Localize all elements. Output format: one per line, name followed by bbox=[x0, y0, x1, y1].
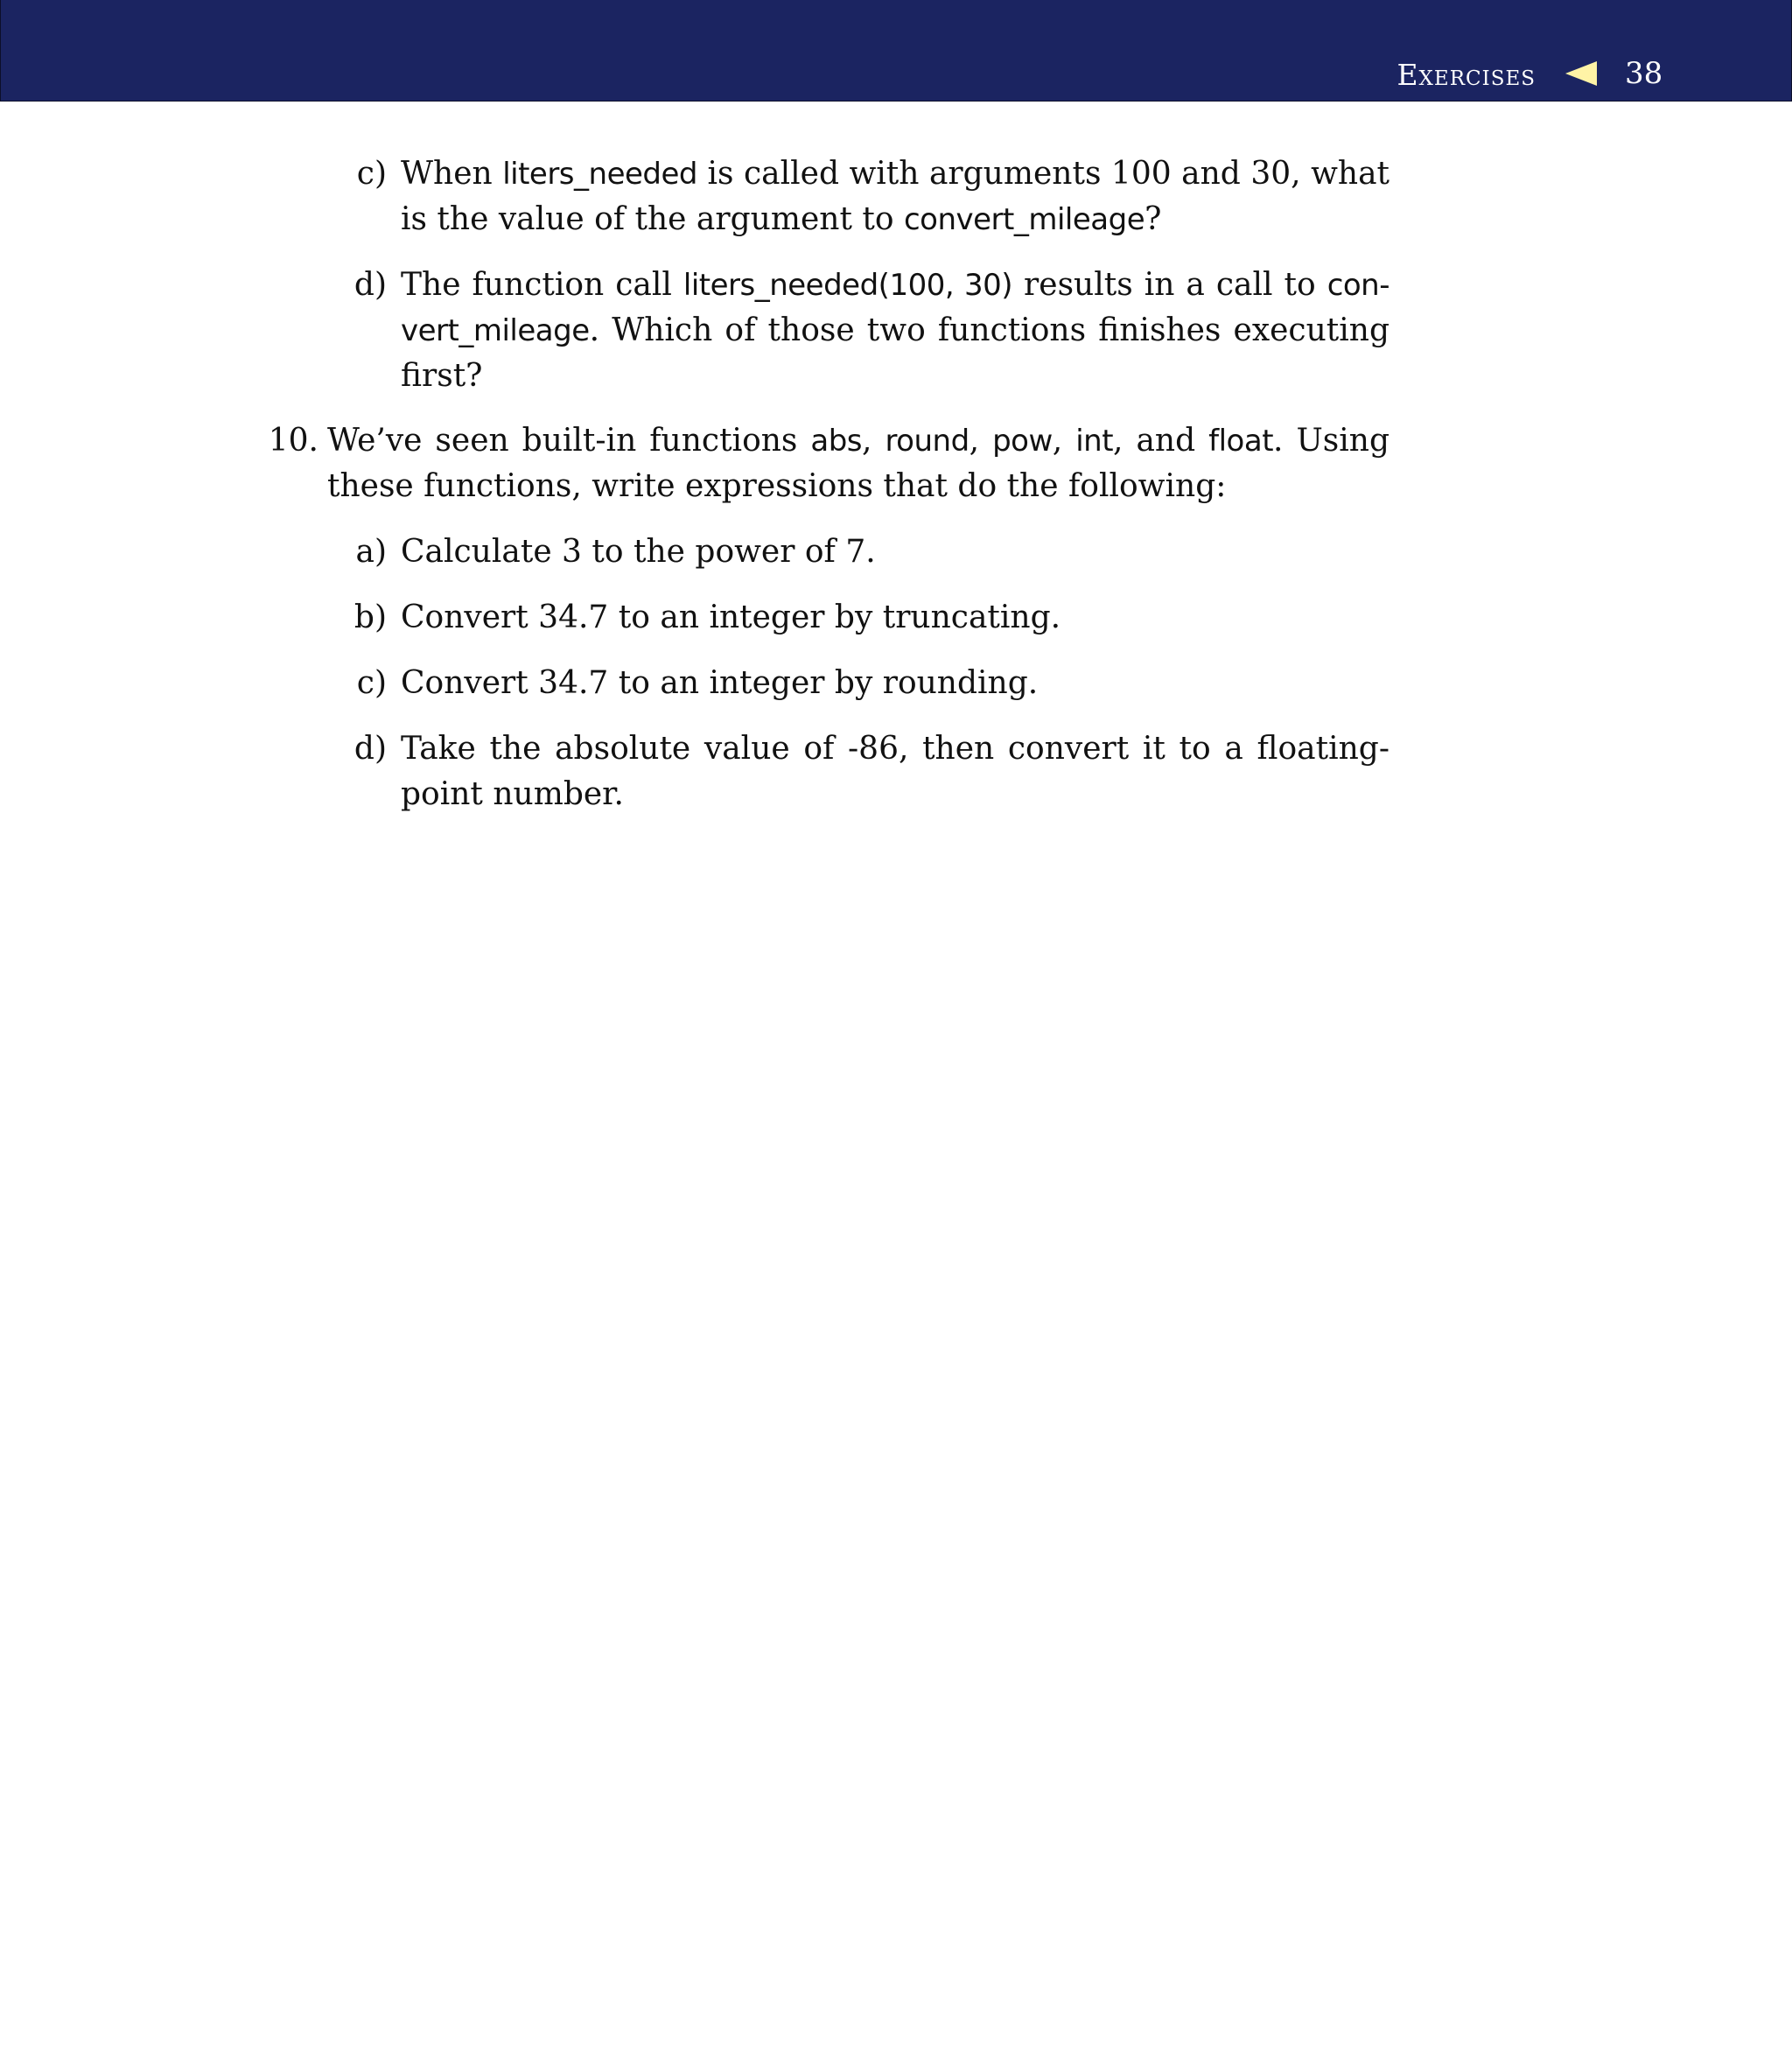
item-text: , bbox=[969, 423, 993, 459]
inline-code: con-vert_mileage bbox=[401, 268, 1390, 348]
item-text: Convert 34.7 to an integer by truncating. bbox=[401, 599, 1061, 635]
exercise-10c bbox=[356, 661, 1390, 706]
exercise-10a bbox=[355, 529, 1390, 575]
item-text: The function call bbox=[401, 267, 683, 303]
exercise-10 bbox=[268, 418, 1390, 509]
inline-code: round bbox=[885, 424, 970, 459]
inline-code: abs bbox=[810, 424, 863, 459]
header-section-title: Exercises bbox=[1396, 58, 1536, 92]
item-marker: c) bbox=[356, 156, 387, 192]
item-text: When bbox=[401, 156, 503, 192]
inline-code: liters_needed bbox=[502, 157, 697, 192]
inline-code: int bbox=[1075, 424, 1114, 459]
item-text: results in a call to bbox=[1012, 267, 1327, 303]
inline-code: float bbox=[1208, 424, 1274, 459]
item-marker: c) bbox=[356, 665, 387, 701]
inline-code: liters_needed(100, 30) bbox=[682, 268, 1013, 303]
header-band bbox=[0, 0, 1792, 102]
exercise-9c bbox=[356, 151, 1390, 242]
exercise-10d bbox=[354, 726, 1390, 817]
item-marker: b) bbox=[354, 599, 387, 635]
item-marker: d) bbox=[354, 267, 387, 303]
item-marker: a) bbox=[355, 534, 387, 570]
inline-code: convert_mileage bbox=[903, 202, 1145, 237]
item-text: . Using these functions, write expressions that do the following: bbox=[327, 423, 1390, 504]
item-marker: d) bbox=[354, 731, 387, 767]
item-marker: 10. bbox=[268, 423, 318, 459]
page-number: 38 bbox=[1625, 56, 1663, 91]
left-arrow-icon bbox=[1565, 61, 1597, 86]
item-text: Take the absolute value of -86, then convert it to a floating-point number. bbox=[401, 731, 1390, 812]
item-text: . Which of those two functions finishes executing first? bbox=[401, 312, 1390, 394]
item-text: Convert 34.7 to an integer by rounding. bbox=[401, 665, 1039, 701]
item-text: is called with arguments 100 and 30, what is the value of the argument to bbox=[401, 156, 1390, 237]
item-text: , and bbox=[1113, 423, 1209, 459]
exercise-9d bbox=[354, 263, 1390, 399]
item-text: ? bbox=[1144, 201, 1162, 237]
item-text: We’ve seen built-in functions bbox=[327, 423, 811, 459]
inline-code: pow bbox=[992, 424, 1053, 459]
item-text: Calculate 3 to the power of 7. bbox=[401, 534, 876, 570]
exercise-10b bbox=[354, 595, 1390, 641]
item-text: , bbox=[862, 423, 886, 459]
item-text: , bbox=[1052, 423, 1076, 459]
